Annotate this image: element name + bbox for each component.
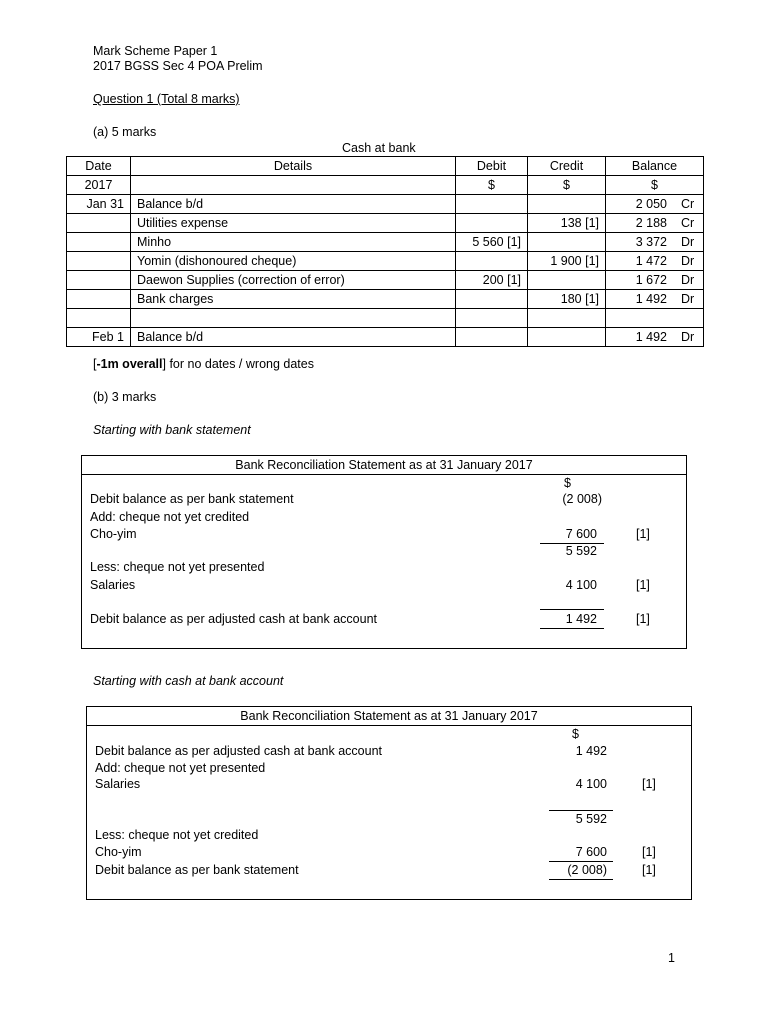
debit-cell — [456, 252, 528, 271]
recon-bank-add-label: Add: cheque not yet credited — [90, 510, 250, 524]
recon-cash-closing-mark: [1] — [642, 863, 656, 877]
recon-cash-closing-label: Debit balance as per bank statement — [95, 863, 299, 877]
table-row — [67, 233, 704, 252]
col-header-details: Details — [131, 157, 456, 176]
caption-bank-statement: Starting with bank statement — [93, 423, 251, 437]
details-cell: Daewon Supplies (correction of error) — [131, 271, 456, 290]
recon-bank-less-label: Less: cheque not yet presented — [90, 560, 265, 574]
recon-bank-opening-label: Debit balance as per bank statement — [90, 492, 294, 506]
balance-cell — [606, 309, 704, 328]
year-cell: 2017 — [67, 176, 131, 195]
balance-amount: 1 492 — [635, 329, 667, 344]
recon-bank-less-mark: [1] — [636, 578, 650, 592]
balance-drcr: Dr — [681, 234, 695, 249]
debit-cell — [456, 328, 528, 347]
total-rule-bottom — [549, 879, 613, 880]
balance-amount: 1 672 — [635, 272, 667, 287]
debit-cell — [456, 309, 528, 328]
balance-drcr: Dr — [681, 291, 695, 306]
note-rest: ] for no dates / wrong dates — [162, 357, 314, 371]
recon-bank-closing-value: 1 492 — [565, 612, 597, 626]
date-cell — [67, 233, 131, 252]
recon-cash-opening-value: 1 492 — [575, 744, 607, 758]
debit-cell: 5 560 [1] — [456, 233, 528, 252]
date-cell — [67, 271, 131, 290]
credit-cell: 138 [1] — [528, 214, 606, 233]
recon-cash-currency: $ — [572, 727, 579, 741]
recon-bank-box — [81, 455, 687, 649]
doc-title-line1: Mark Scheme Paper 1 — [93, 44, 218, 58]
table-row — [67, 271, 704, 290]
details-cell: Minho — [131, 233, 456, 252]
col-header-debit: Debit — [456, 157, 528, 176]
balance-drcr: Dr — [681, 253, 695, 268]
recon-cash-less-item: Cho-yim — [95, 845, 142, 859]
marking-note — [93, 357, 314, 372]
part-a-label: (a) 5 marks — [93, 125, 157, 139]
recon-bank-add-value: 7 600 — [565, 527, 597, 541]
recon-cash-add-item: Salaries — [95, 777, 141, 791]
date-cell — [67, 214, 131, 233]
question-title: Question 1 (Total 8 marks) — [93, 92, 240, 106]
table-row — [67, 290, 704, 309]
debit-cell: 200 [1] — [456, 271, 528, 290]
balance-amount: 2 050 — [635, 196, 667, 211]
balance-drcr: Cr — [681, 196, 695, 211]
balance-cell — [606, 214, 704, 233]
date-cell: Jan 31 — [67, 195, 131, 214]
col-header-balance: Balance — [606, 157, 704, 176]
balance-cell — [606, 328, 704, 347]
details-cell: Bank charges — [131, 290, 456, 309]
recon-cash-less-value: 7 600 — [575, 845, 607, 859]
recon-cash-closing-value: (2 008) — [567, 863, 607, 877]
total-rule-bottom — [540, 628, 604, 629]
col-header-credit: Credit — [528, 157, 606, 176]
details-cell: Balance b/d — [131, 195, 456, 214]
credit-cell: 180 [1] — [528, 290, 606, 309]
col-header-date: Date — [67, 157, 131, 176]
balance-drcr: Cr — [681, 215, 695, 230]
table-row — [67, 328, 704, 347]
currency-row — [67, 176, 704, 195]
table-row — [67, 214, 704, 233]
balance-cell — [606, 271, 704, 290]
recon-cash-title: Bank Reconciliation Statement as at 31 January 2017 — [87, 707, 691, 726]
recon-cash-add-label: Add: cheque not yet presented — [95, 761, 266, 775]
credit-cell — [528, 233, 606, 252]
details-cell — [131, 309, 456, 328]
table-row — [67, 252, 704, 271]
table-row — [67, 309, 704, 328]
total-rule-top — [540, 609, 604, 610]
debit-currency: $ — [456, 176, 528, 195]
balance-cell — [606, 233, 704, 252]
details-cell: Balance b/d — [131, 328, 456, 347]
recon-bank-currency: $ — [564, 476, 571, 490]
balance-drcr: Dr — [681, 329, 695, 344]
date-cell: Feb 1 — [67, 328, 131, 347]
recon-bank-less-value: 4 100 — [565, 578, 597, 592]
note-bold: -1m overall — [96, 357, 163, 371]
recon-cash-subtotal: 5 592 — [575, 812, 607, 826]
recon-cash-opening-label: Debit balance as per adjusted cash at bank account — [95, 744, 382, 758]
balance-currency: $ — [606, 176, 704, 195]
recon-bank-closing-label: Debit balance as per adjusted cash at bank account — [90, 612, 377, 626]
recon-cash-add-mark: [1] — [642, 777, 656, 791]
recon-bank-title: Bank Reconciliation Statement as at 31 January 2017 — [82, 456, 686, 475]
cash-at-bank-table — [66, 156, 704, 347]
credit-cell — [528, 328, 606, 347]
balance-drcr: Dr — [681, 272, 695, 287]
recon-cash-less-label: Less: cheque not yet credited — [95, 828, 259, 842]
recon-cash-box — [86, 706, 692, 900]
recon-bank-add-mark: [1] — [636, 527, 650, 541]
debit-cell — [456, 214, 528, 233]
part-b-label: (b) 3 marks — [93, 390, 157, 404]
page-number: 1 — [668, 951, 675, 965]
balance-amount: 1 492 — [635, 291, 667, 306]
recon-bank-less-item: Salaries — [90, 578, 136, 592]
debit-cell — [456, 290, 528, 309]
details-cell: Utilities expense — [131, 214, 456, 233]
table-row — [67, 195, 704, 214]
date-cell — [67, 290, 131, 309]
recon-bank-subtotal: 5 592 — [565, 544, 597, 558]
balance-cell — [606, 195, 704, 214]
debit-cell — [456, 195, 528, 214]
credit-cell — [528, 309, 606, 328]
recon-cash-less-mark: [1] — [642, 845, 656, 859]
total-rule-top — [549, 861, 613, 862]
credit-cell — [528, 195, 606, 214]
details-cell: Yomin (dishonoured cheque) — [131, 252, 456, 271]
note-open: [ — [93, 357, 97, 371]
recon-bank-opening-value: (2 008) — [562, 492, 602, 506]
balance-cell — [606, 252, 704, 271]
date-cell — [67, 252, 131, 271]
table-header-row — [67, 157, 704, 176]
cash-at-bank-title: Cash at bank — [342, 141, 416, 155]
balance-cell — [606, 290, 704, 309]
credit-currency: $ — [528, 176, 606, 195]
recon-bank-add-item: Cho-yim — [90, 527, 137, 541]
balance-amount: 3 372 — [635, 234, 667, 249]
caption-cash-account: Starting with cash at bank account — [93, 674, 284, 688]
details-cell — [131, 176, 456, 195]
subtotal-rule — [549, 810, 613, 811]
credit-cell: 1 900 [1] — [528, 252, 606, 271]
balance-amount: 1 472 — [635, 253, 667, 268]
doc-title-line2: 2017 BGSS Sec 4 POA Prelim — [93, 59, 263, 73]
recon-bank-closing-mark: [1] — [636, 612, 650, 626]
credit-cell — [528, 271, 606, 290]
date-cell — [67, 309, 131, 328]
balance-amount: 2 188 — [635, 215, 667, 230]
recon-cash-add-value: 4 100 — [575, 777, 607, 791]
